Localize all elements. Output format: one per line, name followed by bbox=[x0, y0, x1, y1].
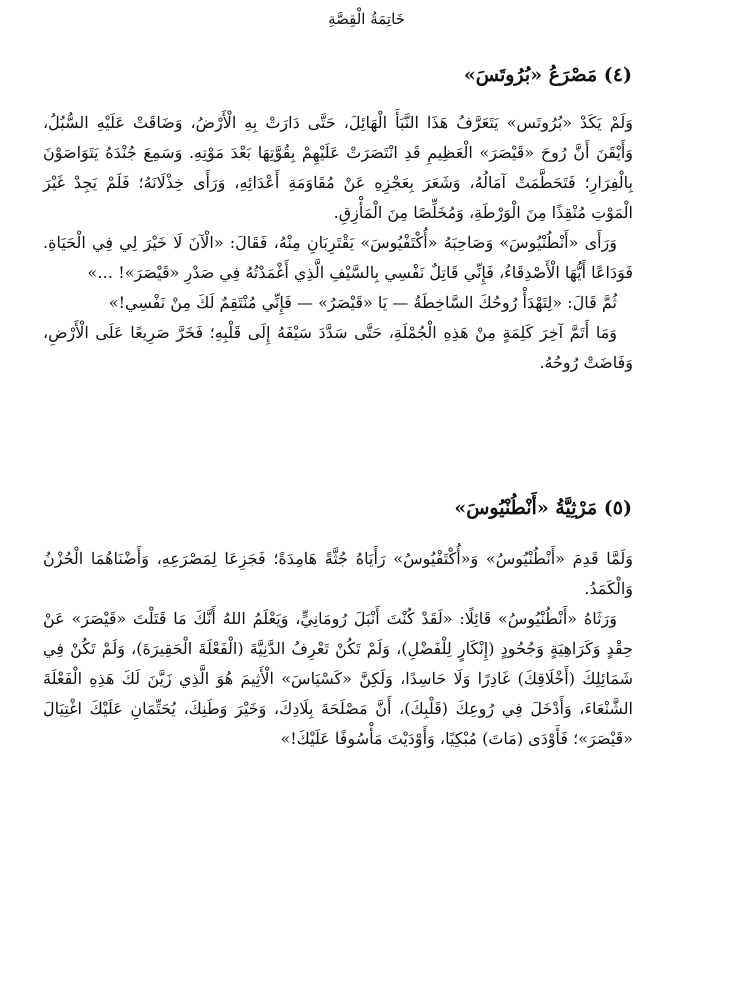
section-body-brutus-death bbox=[43, 108, 633, 378]
paragraph: وَرَثَاهُ «أَنْطُنْيُوسُ» قَائِلًا: «لَقَدْ كُنْتَ أَنْبَلَ رُومَانِيٍّ، وَيَعْلَمُ اللهُ أَنَّكَ مَا قَتَلْتَ «قَيْصَرَ» عَنْ حِقْدٍ وَكَرَاهِيَةٍ وَجُحُودٍ (إِنْكَارٍ لِلْفَضْلِ)، وَلَمْ تَكُنْ تَعْرِفُ الدَّنِيَّةَ (الْفَعْلَةَ الْحَقِيرَةَ)، وَلَمْ تَكُنْ فِي شَمَائِلِكَ (أَخْلَاقِكَ) غَادِرًا وَلَا حَاسِدًا، وَلَكِنَّ «كَسْيَاسَ» الْأَثِيمَ هُوَ الَّذِي زَيَّنَ لَكَ هَذِهِ الْفَعْلَةَ الشَّنْعَاءَ، وَأَدْخَلَ فِي رُوعِكَ (قَلْبِكَ)، أَنَّ مَصْلَحَةَ بِلَادِكَ، وَخَيْرَ وَطَنِكَ، يُحَتِّمَانِ عَلَيْكَ اغْتِيَالَ «قَيْصَرَ»؛ فَأَوْدَى (مَاتَ) مُبْكِيًا، وَأَوْدَيْتَ مَأْسُوفًا عَلَيْكَ!» bbox=[43, 609, 633, 748]
section-title-antonius-elegy: (٥) مَرْثِيَّةُ «أَنْطُنْيُوسَ» bbox=[454, 497, 632, 519]
paragraph: وَلَمْ يَكَدْ «بُرُوتَس» يَتَعَرَّفُ هَذَا النَّبَأَ الْهَائِلَ، حَتَّى دَارَتْ بِهِ الْأَرْضُ، وَضَاقَتْ عَلَيْهِ السُّبُلُ، وَأَيْقَنَ أَنَّ رُوحَ «قَيْصَرَ» الْعَظِيمِ قَدِ انْتَصَرَتْ عَلَيْهِمْ بِقُوَّتِهَا بَعْدَ مَوْتِهِ. وَسَمِعَ جُنْدَهُ يَتَوَاصَوْنَ بِالْفِرَارِ؛ فَتَحَطَّمَتْ آمَالُهُ، وَشَعَرَ بِعَجْزِهِ عَنْ مُقَاوَمَةِ أَعْدَائِهِ، وَرَأَى خِذْلَانَهُ؛ فَلَمْ يَجِدْ غَيْرَ الْمَوْتِ مُنْقِذًا مِنَ الْوَرْطَةِ، وَمُخَلِّصًا مِنَ الْمَأْزِقِ. bbox=[43, 113, 633, 222]
paragraph: وَلَمَّا قَدِمَ «أَنْطُنْيُوسُ» وَ«أُكْتَفْيُوسُ» رَأَيَاهُ جُثَّةً هَامِدَةً؛ فَجَزِعَا لِمَصْرَعِهِ، وَأَضْنَاهُمَا الْحُزْنُ وَالْكَمَدُ. bbox=[43, 549, 633, 598]
paragraph: ثُمَّ قَالَ: «لِتَهْدَأْ رُوحُكَ السَّاخِطَةُ — يَا «قَيْصَرُ» — فَإِنِّي مُنْتَقِمٌ لَكَ مِنْ نَفْسِي!» bbox=[108, 293, 617, 312]
section-body-antonius-elegy bbox=[43, 544, 633, 754]
paragraph: وَمَا أَتَمَّ آخِرَ كَلِمَةٍ مِنْ هَذِهِ الْجُمْلَةِ، حَتَّى سَدَّدَ سَيْفَهُ إِلَى قَلْبِهِ؛ فَخَرَّ صَرِيعًا عَلَى الْأَرْضِ، وَفَاضَتْ رُوحُهُ. bbox=[43, 323, 633, 372]
paragraph: وَرَأَى «أَنْطُنْيُوسَ» وَصَاحِبَهُ «أُكْتَفْيُوسَ» يَقْتَرِبَانِ مِنْهُ، فَقَالَ: «الْآنَ لَا خَيْرَ لِي فِي الْحَيَاةِ. فَوَدَاعًا أَيُّهَا الْأَصْدِقَاءُ، فَإِنِّي قَاتِلٌ نَفْسِي بِالسَّيْفِ الَّذِي أَغْمَدْتُهُ فِي صَدْرِ «قَيْصَرَ»! …» bbox=[43, 233, 633, 282]
section-title-brutus-death: (٤) مَصْرَعُ «بُرُوتَسَ» bbox=[463, 64, 632, 86]
running-header: خَاتِمَةُ الْقِصَّةِ bbox=[328, 10, 405, 28]
